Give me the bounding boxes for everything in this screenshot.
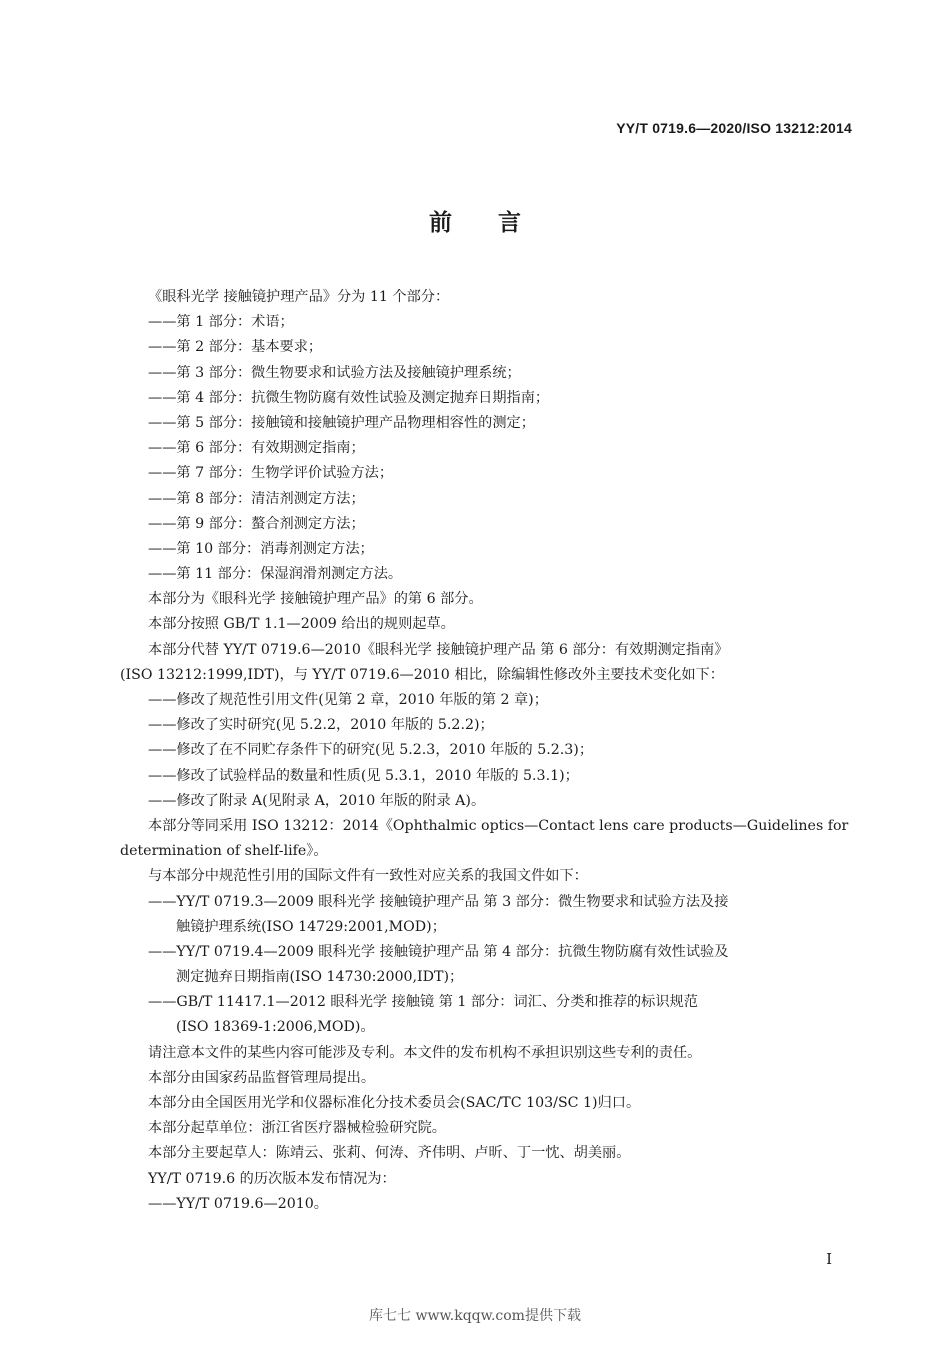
text-line: 本部分起草单位：浙江省医疗器械检验研究院。 [148, 1120, 446, 1137]
text-line: ——修改了在不同贮存条件下的研究(见 5.2.3，2010 年版的 5.2.3)； [148, 742, 594, 759]
text-line: ——第 7 部分：生物学评价试验方法； [148, 465, 394, 482]
text-line: ——GB/T 11417.1—2012 眼科光学 接触镜 第 1 部分：词汇、分类和推荐的标识规范 [148, 994, 698, 1011]
text-line: ——YY/T 0719.3—2009 眼科光学 接触镜护理产品 第 3 部分：微生物要求和试验方法及接 [148, 893, 729, 910]
page-title: 前言 [429, 210, 567, 236]
text-line: ——第 10 部分：消毒剂测定方法； [148, 540, 374, 557]
text-line: ——修改了规范性引用文件(见第 2 章，2010 年版的第 2 章)； [148, 692, 548, 708]
text-line: 触镜护理系统(ISO 14729:2001,MOD)； [176, 918, 446, 935]
text-line: ——第 11 部分：保湿润滑剂测定方法。 [148, 566, 403, 583]
text-line: ——第 2 部分：基本要求； [148, 339, 323, 356]
text-line: 本部分主要起草人：陈靖云、张莉、何涛、齐伟明、卢昕、丁一忱、胡美丽。 [148, 1145, 631, 1162]
text-line: ——第 4 部分：抗微生物防腐有效性试验及测定抛弃日期指南； [148, 389, 550, 406]
text-line: (ISO 13212:1999,IDT)，与 YY/T 0719.6—2010 相比，除编辑性修改外主要技术变化如下： [120, 666, 724, 683]
text-line: ——第 8 部分：清洁剂测定方法； [148, 490, 365, 507]
text-line: ——第 9 部分：螯合剂测定方法； [148, 515, 365, 532]
text-line: ——第 6 部分：有效期测定指南； [148, 440, 365, 457]
text-line: 测定抛弃日期指南(ISO 14730:2000,IDT)； [176, 969, 464, 986]
text-line: determination of shelf-life》。 [120, 843, 328, 860]
text-line: 与本部分中规范性引用的国际文件有一致性对应关系的我国文件如下： [148, 868, 588, 885]
text-line: 本部分由全国医用光学和仪器标准化分技术委员会(SAC/TC 103/SC 1)归口。 [148, 1095, 641, 1111]
standard-code: YY/T 0719.6—2020/ISO 13212:2014 [616, 120, 852, 136]
text-line: YY/T 0719.6 的历次版本发布情况为： [148, 1170, 396, 1187]
text-line: ——YY/T 0719.4—2009 眼科光学 接触镜护理产品 第 4 部分：抗微生物防腐有效性试验及 [148, 943, 729, 960]
foreword-body [120, 285, 855, 1217]
text-line: ——第 1 部分：术语； [148, 314, 294, 331]
text-line: 本部分等同采用 ISO 13212：2014《Ophthalmic optics—Contact lens care products—Guidelines for [148, 817, 849, 834]
text-line: (ISO 18369-1:2006,MOD)。 [176, 1019, 375, 1036]
text-line: ——YY/T 0719.6—2010。 [148, 1195, 328, 1212]
text-line: ——第 5 部分：接触镜和接触镜护理产品物理相容性的测定； [148, 414, 535, 431]
text-line: ——修改了试验样品的数量和性质(见 5.3.1，2010 年版的 5.3.1)； [148, 767, 579, 784]
text-line: ——修改了实时研究(见 5.2.2，2010 年版的 5.2.2)； [148, 717, 494, 734]
text-line: ——第 3 部分：微生物要求和试验方法及接触镜护理系统； [148, 364, 521, 381]
text-line: 请注意本文件的某些内容可能涉及专利。本文件的发布机构不承担识别这些专利的责任。 [148, 1044, 702, 1061]
text-line: 本部分由国家药品监督管理局提出。 [148, 1069, 376, 1086]
text-line: 本部分按照 GB/T 1.1—2009 给出的规则起草。 [148, 616, 455, 633]
page-number: I [826, 1250, 832, 1268]
text-line: ——修改了附录 A(见附录 A，2010 年版的附录 A)。 [148, 792, 486, 809]
text-line: 《眼科光学 接触镜护理产品》分为 11 个部分： [148, 289, 450, 305]
download-footer: 库七七 www.kqqw.com提供下载 [369, 1308, 581, 1324]
text-line: 本部分代替 YY/T 0719.6—2010《眼科光学 接触镜护理产品 第 6 部分：有效期测定指南》 [148, 641, 729, 658]
text-line: 本部分为《眼科光学 接触镜护理产品》的第 6 部分。 [148, 591, 483, 608]
